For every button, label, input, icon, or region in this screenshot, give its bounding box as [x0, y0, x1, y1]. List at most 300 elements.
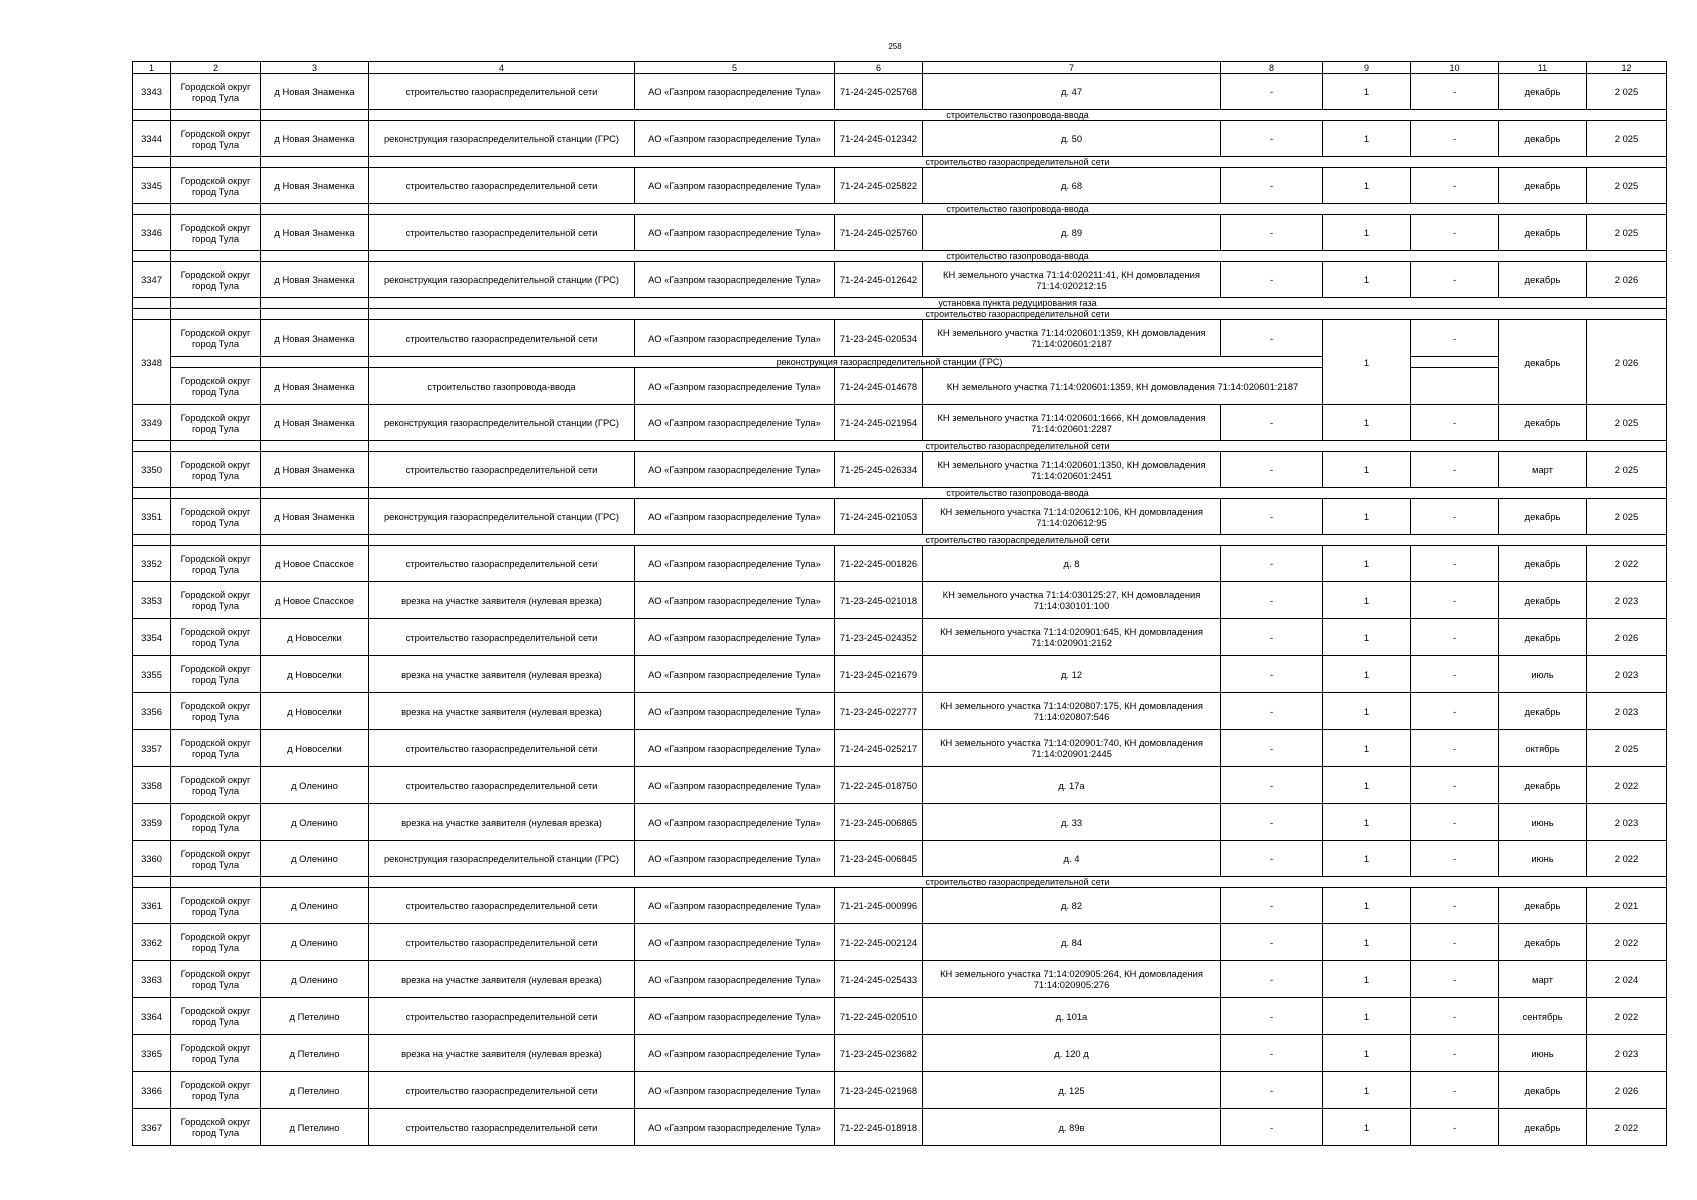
- blank-cell: [261, 251, 369, 262]
- settlement-cell: д Новоселки: [261, 656, 369, 693]
- blank-cell: [261, 877, 369, 888]
- settlement-cell: д Новая Знаменка: [261, 121, 369, 157]
- sub-row: [133, 251, 1667, 262]
- organization-cell: АО «Газпром газораспределение Тула»: [635, 841, 835, 877]
- blank-cell: [171, 309, 261, 320]
- work-type-cell: строительство газораспределительной сети: [369, 619, 635, 656]
- row-number: 3343: [133, 74, 171, 110]
- blank-cell: [261, 157, 369, 168]
- month-cell: декабрь: [1499, 582, 1587, 619]
- col8-cell: -: [1221, 888, 1323, 924]
- row-number: 3360: [133, 841, 171, 877]
- col8-cell: -: [1221, 924, 1323, 961]
- address-cell: КН земельного участка 71:14:020612:106, КН домовладения 71:14:020612:95: [923, 499, 1221, 535]
- application-number-cell: 71-24-245-025760: [835, 215, 923, 251]
- blank-cell: [133, 204, 171, 215]
- settlement-cell: д Оленино: [261, 924, 369, 961]
- application-number-cell: 71-24-245-014678: [835, 368, 923, 405]
- organization-cell: АО «Газпром газораспределение Тула»: [635, 1035, 835, 1072]
- month-cell: декабрь: [1499, 767, 1587, 804]
- column-number-header: [133, 62, 1667, 74]
- application-number-cell: 71-24-245-025822: [835, 168, 923, 204]
- row-number: 3366: [133, 1072, 171, 1109]
- work-type-cell: врезка на участке заявителя (нулевая врезка): [369, 804, 635, 841]
- sub-work-cell: установка пункта редуцирования газа: [369, 298, 1667, 309]
- address-cell: д. 17а: [923, 767, 1221, 804]
- row-number: 3357: [133, 730, 171, 767]
- organization-cell: АО «Газпром газораспределение Тула»: [635, 693, 835, 730]
- sub-row: [133, 877, 1667, 888]
- col8-cell: -: [1221, 1109, 1323, 1146]
- year-cell: 2 024: [1587, 961, 1667, 998]
- col10-cell: -: [1411, 841, 1499, 877]
- year-cell: 2 025: [1587, 215, 1667, 251]
- col10-cell: -: [1411, 215, 1499, 251]
- col8-cell: -: [1221, 168, 1323, 204]
- page-number: 258: [888, 42, 902, 51]
- application-number-cell: 71-22-245-018750: [835, 767, 923, 804]
- table-row: [133, 767, 1667, 804]
- col9-cell: 1: [1323, 730, 1411, 767]
- settlement-cell: д Новая Знаменка: [261, 215, 369, 251]
- work-type-cell: врезка на участке заявителя (нулевая врезка): [369, 656, 635, 693]
- register-table: [132, 61, 1667, 1146]
- row-number: 3349: [133, 405, 171, 441]
- application-number-cell: 71-23-245-006865: [835, 804, 923, 841]
- municipality-cell: Городской округ город Тула: [171, 804, 261, 841]
- work-type-cell: строительство газораспределительной сети: [369, 168, 635, 204]
- address-cell: КН земельного участка 71:14:020601:1350, КН домовладения 71:14:020601:2451: [923, 452, 1221, 488]
- table-row: [133, 368, 1667, 405]
- blank-cell: [133, 488, 171, 499]
- address-cell: д. 125: [923, 1072, 1221, 1109]
- work-type-cell: реконструкция газораспределительной станции (ГРС): [369, 841, 635, 877]
- year-cell: 2 023: [1587, 582, 1667, 619]
- column-header: 7: [923, 62, 1221, 74]
- municipality-cell: Городской округ город Тула: [171, 405, 261, 441]
- column-header: 10: [1411, 62, 1499, 74]
- organization-cell: АО «Газпром газораспределение Тула»: [635, 961, 835, 998]
- sub-row: [133, 488, 1667, 499]
- col9-cell: 1: [1323, 619, 1411, 656]
- col8-cell: -: [1221, 121, 1323, 157]
- table-row: [133, 656, 1667, 693]
- year-cell: 2 025: [1587, 121, 1667, 157]
- month-cell: декабрь: [1499, 1109, 1587, 1146]
- col10-cell: -: [1411, 499, 1499, 535]
- work-type-cell: строительство газораспределительной сети: [369, 998, 635, 1035]
- month-cell: декабрь: [1499, 262, 1587, 298]
- col9-cell: 1: [1323, 121, 1411, 157]
- organization-cell: АО «Газпром газораспределение Тула»: [635, 767, 835, 804]
- col10-cell: -: [1411, 168, 1499, 204]
- application-number-cell: 71-23-245-024352: [835, 619, 923, 656]
- work-type-cell: строительство газораспределительной сети: [369, 1072, 635, 1109]
- municipality-cell: Городской округ город Тула: [171, 582, 261, 619]
- work-type-cell: врезка на участке заявителя (нулевая врезка): [369, 693, 635, 730]
- organization-cell: АО «Газпром газораспределение Тула»: [635, 619, 835, 656]
- col9-cell: 1: [1323, 841, 1411, 877]
- row-number: 3367: [133, 1109, 171, 1146]
- organization-cell: АО «Газпром газораспределение Тула»: [635, 1109, 835, 1146]
- table-row: [133, 74, 1667, 110]
- row-number: 3364: [133, 998, 171, 1035]
- organization-cell: АО «Газпром газораспределение Тула»: [635, 74, 835, 110]
- address-cell: д. 89: [923, 215, 1221, 251]
- table-row: [133, 499, 1667, 535]
- municipality-cell: Городской округ город Тула: [171, 767, 261, 804]
- organization-cell: АО «Газпром газораспределение Тула»: [635, 656, 835, 693]
- blank-cell: [133, 298, 171, 309]
- organization-cell: АО «Газпром газораспределение Тула»: [635, 215, 835, 251]
- month-cell: декабрь: [1499, 546, 1587, 582]
- month-cell: декабрь: [1499, 74, 1587, 110]
- col9-cell: 1: [1323, 1072, 1411, 1109]
- address-cell: д. 4: [923, 841, 1221, 877]
- month-cell: декабрь: [1499, 499, 1587, 535]
- settlement-cell: д Новое Спасское: [261, 582, 369, 619]
- organization-cell: АО «Газпром газораспределение Тула»: [635, 168, 835, 204]
- month-cell: октябрь: [1499, 730, 1587, 767]
- settlement-cell: д Новая Знаменка: [261, 368, 369, 405]
- blank-cell: [261, 110, 369, 121]
- application-number-cell: 71-24-245-012642: [835, 262, 923, 298]
- row-number: 3353: [133, 582, 171, 619]
- row-number: 3362: [133, 924, 171, 961]
- col8-cell: -: [1221, 1035, 1323, 1072]
- table-row: [133, 693, 1667, 730]
- work-type-cell: строительство газораспределительной сети: [369, 924, 635, 961]
- col9-cell: 1: [1323, 767, 1411, 804]
- month-cell: июль: [1499, 656, 1587, 693]
- blank-cell: [261, 357, 369, 368]
- settlement-cell: д Петелино: [261, 1109, 369, 1146]
- month-cell: декабрь: [1499, 320, 1587, 405]
- address-cell: д. 47: [923, 74, 1221, 110]
- table-row: [133, 262, 1667, 298]
- month-cell: март: [1499, 961, 1587, 998]
- organization-cell: АО «Газпром газораспределение Тула»: [635, 452, 835, 488]
- year-cell: 2 026: [1587, 619, 1667, 656]
- application-number-cell: 71-24-245-021053: [835, 499, 923, 535]
- row-number: 3351: [133, 499, 171, 535]
- work-type-cell: реконструкция газораспределительной станции (ГРС): [369, 405, 635, 441]
- row-number: 3363: [133, 961, 171, 998]
- municipality-cell: Городской округ город Тула: [171, 998, 261, 1035]
- application-number-cell: 71-23-245-020534: [835, 320, 923, 357]
- municipality-cell: Городской округ город Тула: [171, 730, 261, 767]
- blank-cell: [171, 298, 261, 309]
- organization-cell: АО «Газпром газораспределение Тула»: [635, 804, 835, 841]
- application-number-cell: 71-22-245-001826: [835, 546, 923, 582]
- col8-cell: -: [1221, 656, 1323, 693]
- blank-cell: [261, 441, 369, 452]
- row-number: 3356: [133, 693, 171, 730]
- col10-cell: -: [1411, 1072, 1499, 1109]
- work-type-cell: строительство газораспределительной сети: [369, 74, 635, 110]
- row-number: 3361: [133, 888, 171, 924]
- organization-cell: АО «Газпром газораспределение Тула»: [635, 405, 835, 441]
- address-cell: д. 33: [923, 804, 1221, 841]
- row-number: 3358: [133, 767, 171, 804]
- row-number: 3348: [133, 320, 171, 405]
- column-header: 12: [1587, 62, 1667, 74]
- col8-cell: -: [1221, 215, 1323, 251]
- col10-cell: -: [1411, 998, 1499, 1035]
- col10-cell: -: [1411, 619, 1499, 656]
- month-cell: июнь: [1499, 1035, 1587, 1072]
- col10-cell: -: [1411, 262, 1499, 298]
- settlement-cell: д Оленино: [261, 841, 369, 877]
- municipality-cell: Городской округ город Тула: [171, 1109, 261, 1146]
- year-cell: 2 025: [1587, 452, 1667, 488]
- sub-row: [133, 441, 1667, 452]
- month-cell: декабрь: [1499, 693, 1587, 730]
- col9-cell: 1: [1323, 546, 1411, 582]
- col10-cell: -: [1411, 121, 1499, 157]
- sub-work-cell: строительство газораспределительной сети: [369, 157, 1667, 168]
- address-cell: д. 50: [923, 121, 1221, 157]
- col8-cell: -: [1221, 74, 1323, 110]
- municipality-cell: Городской округ город Тула: [171, 693, 261, 730]
- column-header: 2: [171, 62, 261, 74]
- settlement-cell: д Петелино: [261, 1035, 369, 1072]
- address-cell: д. 89в: [923, 1109, 1221, 1146]
- sub-work-cell: строительство газораспределительной сети: [369, 877, 1667, 888]
- table-row: [133, 582, 1667, 619]
- table-row: [133, 1109, 1667, 1146]
- organization-cell: АО «Газпром газораспределение Тула»: [635, 998, 835, 1035]
- blank-cell: [171, 488, 261, 499]
- municipality-cell: Городской округ город Тула: [171, 961, 261, 998]
- blank-cell: [133, 309, 171, 320]
- month-cell: декабрь: [1499, 121, 1587, 157]
- month-cell: декабрь: [1499, 1072, 1587, 1109]
- table-row: [133, 730, 1667, 767]
- address-cell: д. 12: [923, 656, 1221, 693]
- sub-work-cell: строительство газораспределительной сети: [369, 309, 1667, 320]
- municipality-cell: Городской округ город Тула: [171, 1035, 261, 1072]
- blank-cell: [261, 204, 369, 215]
- sub-row: [133, 535, 1667, 546]
- col9-cell: 1: [1323, 405, 1411, 441]
- settlement-cell: д Новоселки: [261, 730, 369, 767]
- table-row: [133, 924, 1667, 961]
- col9-cell: 1: [1323, 1035, 1411, 1072]
- month-cell: июнь: [1499, 841, 1587, 877]
- year-cell: 2 025: [1587, 405, 1667, 441]
- work-type-cell: реконструкция газораспределительной станции (ГРС): [369, 262, 635, 298]
- blank-cell: [171, 110, 261, 121]
- blank-cell: [261, 488, 369, 499]
- col10-cell: -: [1411, 582, 1499, 619]
- col10-cell: -: [1411, 730, 1499, 767]
- organization-cell: АО «Газпром газораспределение Тула»: [635, 730, 835, 767]
- application-number-cell: 71-23-245-021968: [835, 1072, 923, 1109]
- blank-cell: [171, 441, 261, 452]
- address-cell: д. 82: [923, 888, 1221, 924]
- settlement-cell: д Оленино: [261, 804, 369, 841]
- address-cell: КН земельного участка 71:14:020601:1359, КН домовладения 71:14:020601:2187: [923, 320, 1221, 357]
- address-cell: КН земельного участка 71:14:020901:740, КН домовладения 71:14:020901:2445: [923, 730, 1221, 767]
- col8-cell: -: [1221, 1072, 1323, 1109]
- table-row: [133, 405, 1667, 441]
- application-number-cell: 71-23-245-022777: [835, 693, 923, 730]
- settlement-cell: д Петелино: [261, 998, 369, 1035]
- year-cell: 2 022: [1587, 998, 1667, 1035]
- address-cell: КН земельного участка 71:14:020901:645, КН домовладения 71:14:020901:2152: [923, 619, 1221, 656]
- row-number: 3350: [133, 452, 171, 488]
- municipality-cell: Городской округ город Тула: [171, 656, 261, 693]
- settlement-cell: д Новая Знаменка: [261, 499, 369, 535]
- table-row: [133, 320, 1667, 357]
- row-number: 3344: [133, 121, 171, 157]
- application-number-cell: 71-24-245-021954: [835, 405, 923, 441]
- column-header: 9: [1323, 62, 1411, 74]
- col8-cell: -: [1221, 730, 1323, 767]
- col9-cell: 1: [1323, 1109, 1411, 1146]
- organization-cell: АО «Газпром газораспределение Тула»: [635, 320, 835, 357]
- col9-cell: 1: [1323, 262, 1411, 298]
- table-row: [133, 998, 1667, 1035]
- work-type-cell: строительство газораспределительной сети: [369, 452, 635, 488]
- table-row: [133, 546, 1667, 582]
- blank-cell: [133, 441, 171, 452]
- application-number-cell: 71-24-245-025433: [835, 961, 923, 998]
- sub-row: [133, 298, 1667, 309]
- year-cell: 2 025: [1587, 74, 1667, 110]
- sub-row: [133, 204, 1667, 215]
- col8-cell: -: [1221, 693, 1323, 730]
- settlement-cell: д Новая Знаменка: [261, 262, 369, 298]
- col8-cell: -: [1221, 961, 1323, 998]
- table-row: [133, 619, 1667, 656]
- col9-cell: 1: [1323, 693, 1411, 730]
- col9-cell: 1: [1323, 804, 1411, 841]
- blank-cell: [133, 535, 171, 546]
- month-cell: июнь: [1499, 804, 1587, 841]
- col8-cell: -: [1221, 405, 1323, 441]
- col10-cell: -: [1411, 1035, 1499, 1072]
- work-type-cell: строительство газораспределительной сети: [369, 888, 635, 924]
- municipality-cell: Городской округ город Тула: [171, 888, 261, 924]
- col9-cell: 1: [1323, 961, 1411, 998]
- col8-cell: -: [1221, 804, 1323, 841]
- col9-cell: 1: [1323, 452, 1411, 488]
- sub-work-cell: реконструкция газораспределительной станции (ГРС): [369, 357, 1411, 368]
- sub-work-cell: строительство газопровода-ввода: [369, 110, 1667, 121]
- year-cell: 2 022: [1587, 841, 1667, 877]
- address-cell: КН земельного участка 71:14:030125:27, КН домовладения 71:14:030101:100: [923, 582, 1221, 619]
- row-number: 3346: [133, 215, 171, 251]
- sub-row: [133, 110, 1667, 121]
- municipality-cell: Городской округ город Тула: [171, 262, 261, 298]
- table-row: [133, 961, 1667, 998]
- address-cell: д. 68: [923, 168, 1221, 204]
- col9-cell: 1: [1323, 924, 1411, 961]
- settlement-cell: д Оленино: [261, 961, 369, 998]
- sub-row: [133, 357, 1667, 368]
- column-header: 6: [835, 62, 923, 74]
- column-header: 11: [1499, 62, 1587, 74]
- year-cell: 2 023: [1587, 656, 1667, 693]
- column-header: 1: [133, 62, 171, 74]
- year-cell: 2 025: [1587, 168, 1667, 204]
- row-number: 3354: [133, 619, 171, 656]
- year-cell: 2 023: [1587, 1035, 1667, 1072]
- row-number: 3365: [133, 1035, 171, 1072]
- organization-cell: АО «Газпром газораспределение Тула»: [635, 546, 835, 582]
- month-cell: март: [1499, 452, 1587, 488]
- application-number-cell: 71-22-245-018918: [835, 1109, 923, 1146]
- work-type-cell: строительство газораспределительной сети: [369, 1109, 635, 1146]
- blank-cell: [261, 535, 369, 546]
- col10-cell: -: [1411, 1109, 1499, 1146]
- year-cell: 2 023: [1587, 693, 1667, 730]
- col8-cell: -: [1221, 998, 1323, 1035]
- month-cell: декабрь: [1499, 888, 1587, 924]
- col10-cell: -: [1411, 546, 1499, 582]
- blank-cell: [171, 204, 261, 215]
- blank-cell: [1411, 368, 1499, 405]
- work-type-cell: строительство газораспределительной сети: [369, 546, 635, 582]
- col8-cell: -: [1221, 262, 1323, 298]
- col8-cell: -: [1221, 767, 1323, 804]
- col10-cell: -: [1411, 693, 1499, 730]
- address-cell: д. 101а: [923, 998, 1221, 1035]
- col8-cell: -: [1221, 841, 1323, 877]
- table-row: [133, 168, 1667, 204]
- municipality-cell: Городской округ город Тула: [171, 619, 261, 656]
- municipality-cell: Городской округ город Тула: [171, 452, 261, 488]
- address-cell: КН земельного участка 71:14:020905:264, КН домовладения 71:14:020905:276: [923, 961, 1221, 998]
- work-type-cell: строительство газораспределительной сети: [369, 215, 635, 251]
- blank-cell: [133, 877, 171, 888]
- year-cell: 2 025: [1587, 499, 1667, 535]
- col8-cell: -: [1221, 452, 1323, 488]
- year-cell: 2 026: [1587, 262, 1667, 298]
- organization-cell: АО «Газпром газораспределение Тула»: [635, 121, 835, 157]
- work-type-cell: строительство газораспределительной сети: [369, 730, 635, 767]
- organization-cell: АО «Газпром газораспределение Тула»: [635, 582, 835, 619]
- month-cell: декабрь: [1499, 168, 1587, 204]
- application-number-cell: 71-22-245-020510: [835, 998, 923, 1035]
- year-cell: 2 022: [1587, 924, 1667, 961]
- sub-row: [133, 309, 1667, 320]
- col10-cell: -: [1411, 405, 1499, 441]
- year-cell: 2 022: [1587, 767, 1667, 804]
- sub-work-cell: строительство газопровода-ввода: [369, 251, 1667, 262]
- application-number-cell: 71-23-245-006845: [835, 841, 923, 877]
- col10-cell: -: [1411, 767, 1499, 804]
- year-cell: 2 025: [1587, 730, 1667, 767]
- work-type-cell: реконструкция газораспределительной станции (ГРС): [369, 499, 635, 535]
- table-row: [133, 804, 1667, 841]
- application-number-cell: 71-23-245-021679: [835, 656, 923, 693]
- col9-cell: 1: [1323, 656, 1411, 693]
- address-cell: КН земельного участка 71:14:020601:1359, КН домовладения 71:14:020601:2187: [923, 368, 1323, 405]
- application-number-cell: 71-23-245-023682: [835, 1035, 923, 1072]
- table-row: [133, 888, 1667, 924]
- blank-cell: [261, 309, 369, 320]
- municipality-cell: Городской округ город Тула: [171, 74, 261, 110]
- address-cell: д. 8: [923, 546, 1221, 582]
- col9-cell: 1: [1323, 320, 1411, 405]
- application-number-cell: 71-24-245-012342: [835, 121, 923, 157]
- application-number-cell: 71-22-245-002124: [835, 924, 923, 961]
- month-cell: декабрь: [1499, 405, 1587, 441]
- settlement-cell: д Новая Знаменка: [261, 405, 369, 441]
